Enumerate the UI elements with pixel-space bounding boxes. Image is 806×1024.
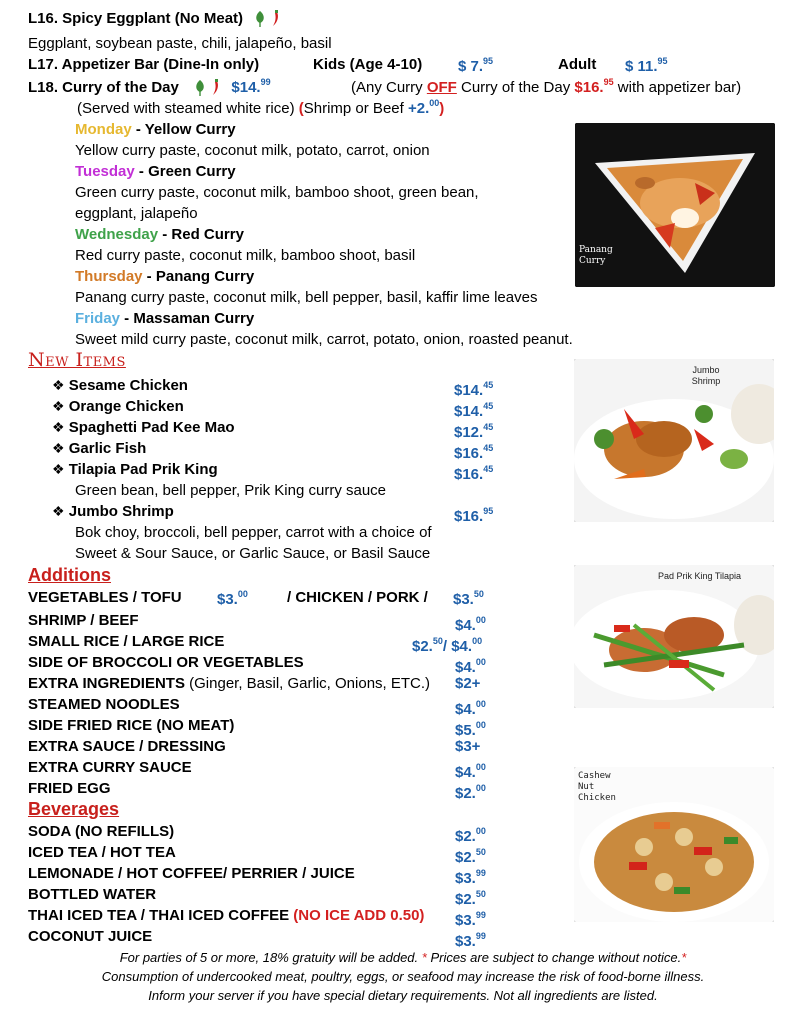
off-label: OFF [426,79,457,96]
list-item: EXTRA CURRY SAUCE [28,759,192,776]
list-item: BOTTLED WATER [28,886,157,903]
additions-heading: Additions [28,565,111,585]
item-price: $4.00 [455,615,486,634]
panang-curry-photo [575,123,775,287]
list-item: ❖ Garlic Fish [52,440,147,457]
item-price: $12.45 [454,422,494,441]
list-item: EXTRA SAUCE / DRESSING [28,738,226,755]
item-price: $2.50 [455,847,486,866]
diamond-bullet-icon: ❖ [52,461,65,477]
chicken-price: $3.50 [453,589,484,608]
list-item: THAI ICED TEA / THAI ICED COFFEE (NO ICE ADD 0.50) [28,907,425,924]
additions-row-vegetables: VEGETABLES / TOFU [28,589,182,606]
list-item: ❖ Orange Chicken [52,398,184,415]
footer-dietary-note: Inform your server if you have special dietary requirements. Not all ingredients are listed. [148,988,658,1003]
item-price: $2.00 [455,826,486,845]
beverages-heading: Beverages [28,799,120,819]
l18-title-row [28,77,271,97]
tilapia-caption: Pad Prik King Tilapia [658,571,742,581]
diamond-bullet-icon: ❖ [52,419,65,435]
list-item: EXTRA INGREDIENTS (Ginger, Basil, Garlic, Onions, ETC.) [28,675,431,692]
l18-title: L18. Curry of the Day [28,79,179,96]
vegetables-price: $3.00 [217,589,248,608]
item-price: $2.50 [455,889,486,908]
leaf-icon [193,79,207,97]
list-item: ❖ Jumbo Shrimp [52,503,174,520]
l17-kids-label: Kids (Age 4-10) [313,56,423,73]
list-item: COCONUT JUICE [28,928,153,945]
list-item: ❖ Tilapia Pad Prik King [52,461,218,478]
list-item: ICED TEA / HOT TEA [28,844,176,861]
l17-adult-price: $ 11.95 [625,56,668,75]
diamond-bullet-icon: ❖ [52,377,65,393]
footer-health-warning: Consumption of undercooked meat, poultry, eggs, or seafood may increase the risk of food-borne illness. [101,969,705,984]
l16-description: Eggplant, soybean paste, chili, jalapeño, basil [28,35,332,52]
l18-upgrade-price: +2.00 [407,98,440,117]
item-price: $16.45 [454,464,494,483]
l17-kids-price: $ 7.95 [458,56,494,75]
item-price: $16.95 [454,506,494,525]
beverages-list [28,821,548,951]
item-description: Sweet & Sour Sauce, or Garlic Sauce, or Basil Sauce [75,545,431,562]
item-price: $14.45 [454,380,494,399]
new-items-heading: New Items [28,349,126,371]
list-item: SODA (NO REFILLS) [28,823,175,840]
diamond-bullet-icon: ❖ [52,503,65,519]
l17-adult-label: Adult [558,56,597,73]
item-price: $5.00 [455,720,486,739]
item-description: Bok choy, broccoli, bell pepper, carrot with a choice of [75,524,432,541]
l18-note: (Any Curry OFF Curry of the Day $16.95 with appetizer bar) [351,77,742,96]
list-item: SIDE OF BROCCOLI OR VEGETABLES [28,654,304,671]
item-price: $14.45 [454,401,494,420]
l16-title: L16. Spicy Eggplant (No Meat) [28,10,244,27]
list-item: LEMONADE / HOT COFFEE/ PERRIER / JUICE [28,865,355,882]
tilapia-photo [574,565,774,708]
leaf-icon [253,10,267,28]
diamond-bullet-icon: ❖ [52,440,65,456]
chili-icon [211,79,221,97]
item-price: $2.50/ $4.00 [412,636,483,655]
item-price: $2.00 [455,783,486,802]
list-item: ❖ Sesame Chicken [52,377,188,394]
diamond-bullet-icon: ❖ [52,398,65,414]
item-price: $2+ [455,675,481,692]
l18-note-price: $16.95 [574,77,614,96]
jumbo-shrimp-photo [574,359,774,522]
cashew-chicken-photo [574,767,774,922]
additions-row-chicken: / CHICKEN / PORK / [287,589,428,606]
list-item: ❖ Spaghetti Pad Kee Mao [52,419,235,436]
footer-gratuity-note: For parties of 5 or more, 18% gratuity will be added. * Prices are subject to change without notice.* [119,950,687,965]
list-item: SIDE FRIED RICE (NO MEAT) [28,717,235,734]
item-price: $4.00 [455,699,486,718]
panang-caption: Panang Curry [579,245,613,266]
list-item: SMALL RICE / LARGE RICE [28,633,225,650]
item-price: $3.99 [455,931,486,950]
additions-list [28,610,548,800]
l17-title: L17. Appetizer Bar (Dine-In only) [28,56,260,73]
cashew-caption: Cashew Nut Chicken [578,771,616,803]
list-item: SHRIMP / BEEF [28,612,139,629]
shrimp-caption: Jumbo Shrimp [691,365,721,386]
item-price: $4.00 [455,762,486,781]
chili-icon [271,10,281,28]
list-item: FRIED EGG [28,780,111,797]
item-description: Green bean, bell pepper, Prik King curry sauce [75,482,387,499]
item-price: $3+ [455,738,481,755]
list-item: STEAMED NOODLES [28,696,180,713]
item-price: $16.45 [454,443,494,462]
l16-title-row [28,10,281,28]
l18-price: $14.99 [231,77,271,96]
new-items-list [52,375,512,565]
item-price: $3.99 [455,868,486,887]
item-price: $3.99 [455,910,486,929]
item-price: $4.00 [455,657,486,676]
l18-served-note: (Served with steamed white rice) (Shrimp or Beef +2.00) [77,98,445,117]
